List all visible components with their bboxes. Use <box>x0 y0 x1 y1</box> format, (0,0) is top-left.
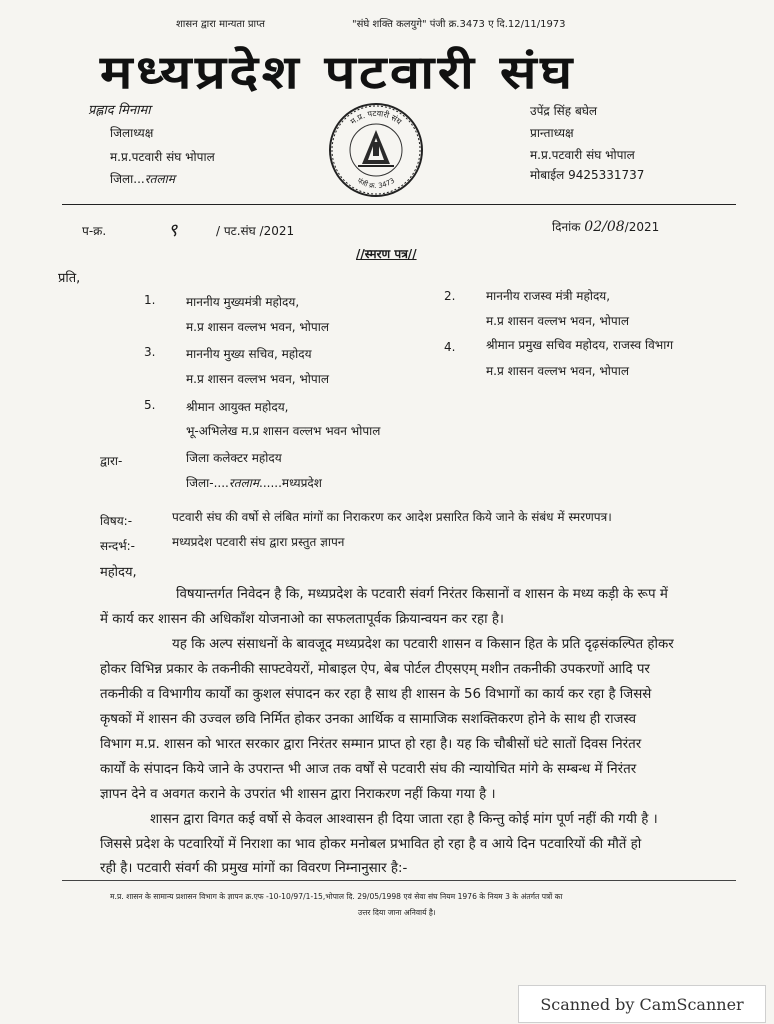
subject-text: पटवारी संघ की वर्षो से लंबित मांगों का निराकरण कर आदेश प्रसारित किये जाने के संबंध में स्मरणपत्र। <box>172 510 612 524</box>
body-line: शासन द्वारा विगत कई वर्षो से केवल आश्वासन ही दिया जाता रहा है किन्तु कोई मांग पूर्ण नहीं की गयी है । <box>150 812 658 827</box>
via-label: द्वारा- <box>100 454 123 468</box>
subject-label: विषय:- <box>100 514 133 528</box>
ref-union-year: / पट.संघ /2021 <box>216 224 295 238</box>
header-divider <box>62 204 736 205</box>
letterhead-title: मध्यप्रदेश पटवारी संघ <box>100 45 576 99</box>
body-line: यह कि अल्प संसाधनों के बावजूद मध्यप्रदेश का पटवारी शासन व किसान हित के प्रति दृढ़संकल्पित होकर <box>172 637 674 652</box>
addressee-4-title: श्रीमान प्रमुख सचिव महोदय, राजस्व विभाग <box>486 338 674 352</box>
district-label: जिला... <box>110 172 145 186</box>
district-line <box>110 170 175 187</box>
state-president-name: उपेंद्र सिंह बघेल <box>530 104 598 118</box>
addressee-2-number: 2. <box>444 289 456 303</box>
addressee-2-address: म.प्र शासन वल्लभ भवन, भोपाल <box>486 314 629 328</box>
footer-note-line2: उत्तर दिया जाना अनिवार्य है। <box>358 908 436 917</box>
district-president-name: प्रह्लाद मिनामा <box>88 103 151 118</box>
addressee-3-number: 3. <box>144 345 156 359</box>
body-line: जिससे प्रदेश के पटवारियों में निराशा का भाव होकर मनोबल प्रभावित हो रहा है व आये दिन पटवारियों की मौतें हो <box>100 837 642 852</box>
addressee-3-title: माननीय मुख्य सचिव, महोदय <box>186 347 312 361</box>
ref-prefix: प-क्र. <box>82 224 107 238</box>
body-line: में कार्य कर शासन की अधिकाँश योजनाओ का सफलतापूर्वक क्रियान्वयन कर रहा है। <box>100 612 505 627</box>
addressee-1-title: माननीय मुख्यमंत्री महोदय, <box>186 295 300 309</box>
to-label: प्रति, <box>58 271 81 286</box>
addressee-4-number: 4. <box>444 340 456 354</box>
via-district-line <box>186 474 322 491</box>
body-line: कृषकों में शासन की उज्वल छवि निर्मित होकर उनका आर्थिक व सामाजिक सशक्तिकरण होने के साथ ही राजस्व <box>100 712 637 727</box>
addressee-4-address: म.प्र शासन वल्लभ भवन, भोपाल <box>486 364 629 378</box>
state-president-org: म.प्र.पटवारी संघ भोपाल <box>530 148 635 162</box>
addressee-2-title: माननीय राजस्व मंत्री महोदय, <box>486 289 611 303</box>
date-year: /2021 <box>624 220 660 234</box>
district-handwritten: रतलाम <box>144 172 175 186</box>
date-handwritten: 02/08 <box>584 219 625 235</box>
seal-bottom-text: पंजी क्र. 3473 <box>355 176 397 191</box>
date-line <box>552 218 659 235</box>
addressee-5-address: भू-अभिलेख म.प्र शासन वल्लभ भवन भोपाल <box>186 424 381 438</box>
footer-note-line1: म.प्र. शासन के सामान्य प्रशासन विभाग के ज्ञापन क्र.एफ -10-10/97/1-15,भोपाल दि. 29/05/1998 एवं सेवा संघ नियम 1976 के नियम 3 के अंतर्गत पत्रों का <box>110 892 563 901</box>
salutation: महोदय, <box>100 565 137 580</box>
addressee-1-address: म.प्र शासन वल्लभ भवन, भोपाल <box>186 320 329 334</box>
addressee-5-title: श्रीमान आयुक्त महोदय, <box>186 400 289 414</box>
via-collector: जिला कलेक्टर महोदय <box>186 451 282 465</box>
body-line: तकनीकी व विभागीय कार्यों का कुशल संपादन कर रहा है साथ ही शासन के 56 विभागों का कार्य कर रहा है जिससे <box>100 687 652 702</box>
addressee-5-number: 5. <box>144 398 156 412</box>
reference-label: सन्दर्भ:- <box>100 539 136 553</box>
addressee-3-address: म.प्र शासन वल्लभ भवन, भोपाल <box>186 372 329 386</box>
reference-text: मध्यप्रदेश पटवारी संघ द्वारा प्रस्तुत ज्ञापन <box>172 535 345 549</box>
svg-text:पंजी क्र. 3473 <box>356 177 397 190</box>
body-line: विषयान्तर्गत निवेदन है कि, मध्यप्रदेश के पटवारी संवर्ग निरंतर किसानों व शासन के मध्य कड़ी के रूप में <box>176 587 668 602</box>
body-line: ज्ञापन देने व अवगत कराने के उपरांत भी शासन द्वारा निराकरण नहीं किया गया है । <box>100 787 496 802</box>
district-president-role: जिलाध्यक्ष <box>110 126 154 140</box>
union-seal-emblem <box>326 100 426 200</box>
body-line: रही है। पटवारी संवर्ग की प्रमुख मांगों का विवरण निम्नानुसार है:- <box>100 861 408 876</box>
state-president-mobile: मोबाईल 9425331737 <box>530 168 645 182</box>
body-line: होकर विभिन्न प्रकार के तकनीकी साफ्टवेयरों, मोबाइल ऐप, बेब पोर्टल टीएसएम् मशीन तकनीकी उपकरणों आदि पर <box>100 662 650 677</box>
via-district-suffix: ......मध्यप्रदेश <box>259 476 322 490</box>
camscanner-watermark: Scanned by CamScanner <box>518 985 766 1023</box>
footer-divider <box>62 880 736 881</box>
via-district-prefix: जिला-.... <box>186 476 229 490</box>
addressee-1-number: 1. <box>144 293 156 307</box>
body-line: विभाग म.प्र. शासन को भारत सरकार द्वारा निरंतर सम्मान प्राप्त हो रहा है। यह कि चौबीसों घंटे सातों दिवस निरंतर <box>100 737 642 752</box>
state-president-role: प्रान्ताध्यक्ष <box>530 126 574 140</box>
recognition-text: शासन द्वारा मान्यता प्राप्त <box>176 19 265 30</box>
date-label: दिनांक <box>552 220 581 234</box>
seal-top-text: म.प्र. पटवारी संघ <box>348 108 404 127</box>
body-line: कार्यों के संपादन किये जाने के उपरान्त भी आज तक वर्षों से पटवारी संघ की न्यायोचित मांगे के सम्बन्ध में निरंतर <box>100 762 637 777</box>
ref-number-handwritten: ९ <box>168 220 178 241</box>
district-president-org: म.प्र.पटवारी संघ भोपाल <box>110 150 215 164</box>
memo-heading: //स्मरण पत्र// <box>356 247 417 261</box>
registration-text: "संघे शक्ति कलयुगे" पंजी क्र.3473 ए दि.12/11/1973 <box>352 19 566 30</box>
via-district-handwritten: रतलाम <box>228 476 260 490</box>
